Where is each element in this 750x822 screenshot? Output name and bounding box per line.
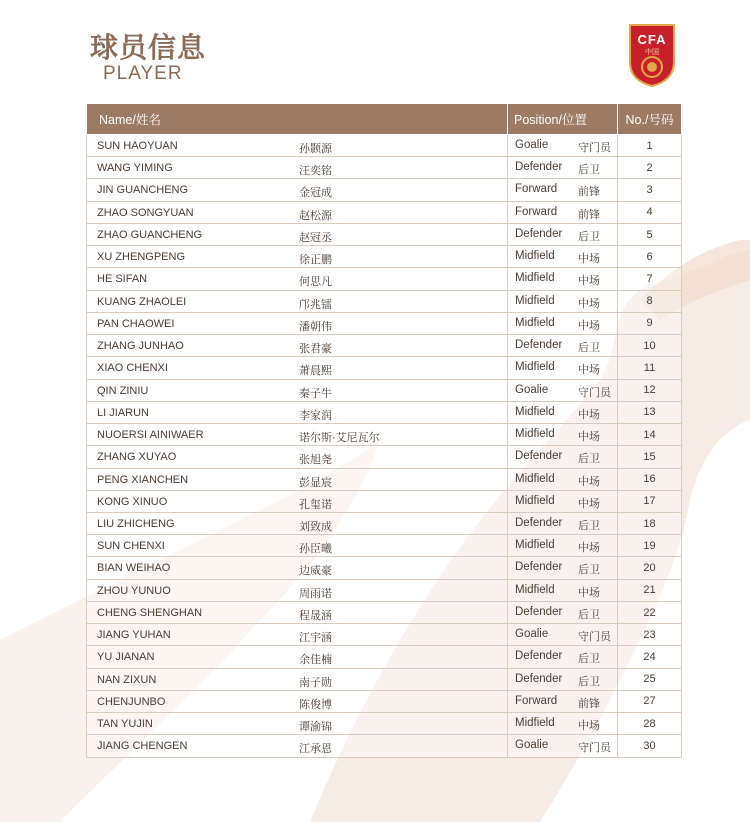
- player-name-en: ZHANG XUYAO: [97, 451, 177, 464]
- player-name-en: SUN CHENXI: [97, 540, 165, 553]
- page-title: 球员信息: [90, 32, 207, 63]
- player-number-cell: 18: [618, 512, 682, 534]
- player-name-en: HE SIFAN: [97, 273, 148, 286]
- table-row: [87, 201, 682, 223]
- player-name-en: LI JIARUN: [97, 406, 149, 419]
- player-position-cell: [508, 201, 618, 223]
- player-name-cn: 秦子牛: [299, 387, 332, 400]
- table-row: [87, 335, 682, 357]
- table-row: [87, 157, 682, 179]
- player-name-cell: [87, 357, 508, 379]
- player-name-cell: [87, 446, 508, 468]
- player-name-cell: [87, 401, 508, 423]
- column-header-position: Position/位置: [508, 104, 618, 135]
- table-row: [87, 401, 682, 423]
- player-position-cell: [508, 312, 618, 334]
- player-position-cn: 中场: [578, 475, 600, 488]
- player-name-en: NAN ZIXUN: [97, 673, 157, 686]
- player-number-cell: 5: [618, 223, 682, 245]
- table-row: [87, 735, 682, 757]
- player-position-cn: 后卫: [578, 164, 600, 177]
- table-row: [87, 357, 682, 379]
- player-position-cell: [508, 223, 618, 245]
- player-name-en: PAN CHAOWEI: [97, 317, 175, 330]
- player-name-en: ZHANG JUNHAO: [97, 340, 184, 353]
- player-name-cell: [87, 690, 508, 712]
- player-position-cell: [508, 446, 618, 468]
- player-position-en: Goalie: [515, 628, 549, 641]
- table-row: [87, 179, 682, 201]
- player-position-cell: [508, 735, 618, 757]
- player-position-en: Forward: [515, 183, 558, 196]
- player-position-en: Midfield: [515, 539, 555, 552]
- player-number-cell: 23: [618, 624, 682, 646]
- player-name-cell: [87, 201, 508, 223]
- player-name-cn: 李家润: [299, 409, 332, 422]
- player-name-cn: 余佳楠: [299, 654, 332, 667]
- player-position-cn: 守门员: [578, 386, 611, 399]
- table-row: [87, 512, 682, 534]
- player-position-cn: 后卫: [578, 608, 600, 621]
- player-number-cell: 6: [618, 246, 682, 268]
- player-position-cell: [508, 668, 618, 690]
- player-position-en: Midfield: [515, 494, 555, 507]
- player-name-cell: [87, 290, 508, 312]
- player-name-cn: 边威豪: [299, 565, 332, 578]
- player-name-cn: 徐正鹏: [299, 254, 332, 267]
- player-name-cell: [87, 557, 508, 579]
- player-name-cell: [87, 490, 508, 512]
- player-name-en: JIANG CHENGEN: [97, 740, 188, 753]
- table-row: [87, 268, 682, 290]
- player-position-cell: [508, 535, 618, 557]
- player-position-en: Forward: [515, 694, 558, 707]
- player-position-en: Midfield: [515, 316, 555, 329]
- player-position-cn: 中场: [578, 586, 600, 599]
- player-name-cn: 南子勋: [299, 676, 332, 689]
- player-name-cn: 孙臣曦: [299, 543, 332, 556]
- player-position-cn: 后卫: [578, 519, 600, 532]
- column-header-name: Name/姓名: [87, 104, 508, 135]
- player-number-cell: 24: [618, 646, 682, 668]
- player-number-cell: 8: [618, 290, 682, 312]
- player-position-cn: 后卫: [578, 675, 600, 688]
- player-position-cell: [508, 290, 618, 312]
- page-subtitle: PLAYER: [103, 63, 183, 84]
- player-position-en: Defender: [515, 650, 563, 663]
- player-name-cell: [87, 579, 508, 601]
- player-number-cell: 20: [618, 557, 682, 579]
- player-position-cn: 后卫: [578, 230, 600, 243]
- player-position-en: Midfield: [515, 405, 555, 418]
- player-position-en: Defender: [515, 339, 563, 352]
- player-name-cn: 赵松源: [299, 209, 332, 222]
- player-position-en: Midfield: [515, 250, 555, 263]
- player-name-en: PENG XIANCHEN: [97, 473, 189, 486]
- player-number-cell: 10: [618, 335, 682, 357]
- player-name-cn: 周雨诺: [299, 587, 332, 600]
- player-name-cell: [87, 624, 508, 646]
- player-name-cell: [87, 668, 508, 690]
- table-row: [87, 535, 682, 557]
- player-position-cn: 中场: [578, 319, 600, 332]
- player-position-cell: [508, 713, 618, 735]
- player-position-en: Goalie: [515, 139, 549, 151]
- player-name-cell: [87, 713, 508, 735]
- player-name-cell: [87, 335, 508, 357]
- player-name-cell: [87, 157, 508, 179]
- player-position-en: Midfield: [515, 428, 555, 441]
- table-row: [87, 312, 682, 334]
- player-name-cell: [87, 468, 508, 490]
- player-name-cn: 张君豪: [299, 343, 332, 356]
- player-position-cn: 中场: [578, 720, 600, 733]
- player-position-en: Midfield: [515, 472, 555, 485]
- player-number-cell: 14: [618, 424, 682, 446]
- player-position-cell: [508, 401, 618, 423]
- player-position-cell: [508, 157, 618, 179]
- player-position-en: Defender: [515, 516, 563, 529]
- player-number-cell: 4: [618, 201, 682, 223]
- player-position-cell: [508, 357, 618, 379]
- player-roster-table: [86, 103, 682, 758]
- table-row: [87, 446, 682, 468]
- player-name-cn: 何思凡: [299, 276, 332, 289]
- player-name-cn: 赵冠丞: [299, 231, 332, 244]
- player-position-cell: [508, 512, 618, 534]
- player-number-cell: 9: [618, 312, 682, 334]
- player-number-cell: 3: [618, 179, 682, 201]
- player-position-en: Defender: [515, 672, 563, 685]
- player-name-en: KONG XINUO: [97, 495, 168, 508]
- player-name-en: BIAN WEIHAO: [97, 562, 171, 575]
- table-row: [87, 468, 682, 490]
- player-name-cell: [87, 535, 508, 557]
- player-name-en: NUOERSI AINIWAER: [97, 429, 204, 442]
- player-position-cell: [508, 246, 618, 268]
- player-number-cell: 15: [618, 446, 682, 468]
- table-row: [87, 424, 682, 446]
- player-number-cell: 27: [618, 690, 682, 712]
- player-position-cn: 后卫: [578, 653, 600, 666]
- table-row: [87, 379, 682, 401]
- player-name-cell: [87, 512, 508, 534]
- player-number-cell: 12: [618, 379, 682, 401]
- player-position-cell: [508, 601, 618, 623]
- player-position-cn: 后卫: [578, 342, 600, 355]
- player-name-cell: [87, 135, 508, 157]
- table-row: [87, 690, 682, 712]
- player-position-cn: 后卫: [578, 453, 600, 466]
- table-row: [87, 579, 682, 601]
- player-name-cn: 江宇涵: [299, 632, 332, 645]
- player-name-cn: 彭显宸: [299, 476, 332, 489]
- player-position-cell: [508, 268, 618, 290]
- player-name-cn: 江承恩: [299, 743, 332, 756]
- player-position-cn: 中场: [578, 431, 600, 444]
- player-name-cell: [87, 601, 508, 623]
- player-position-cn: 守门员: [578, 742, 611, 755]
- table-row: [87, 223, 682, 245]
- player-position-en: Goalie: [515, 383, 549, 396]
- player-position-cn: 中场: [578, 297, 600, 310]
- table-row: [87, 646, 682, 668]
- player-name-cn: 金冠成: [299, 187, 332, 200]
- player-name-cell: [87, 246, 508, 268]
- player-name-en: KUANG ZHAOLEI: [97, 295, 187, 308]
- player-position-cell: [508, 579, 618, 601]
- table-row: [87, 135, 682, 157]
- player-name-cn: 谭渝锦: [299, 721, 332, 734]
- player-position-en: Defender: [515, 161, 563, 174]
- cfa-logo: [628, 22, 676, 88]
- player-position-cn: 前锋: [578, 697, 600, 710]
- table-row: [87, 246, 682, 268]
- player-name-en: TAN YUJIN: [97, 718, 153, 731]
- player-name-cn: 孙颢源: [299, 143, 332, 155]
- player-name-cn: 邝兆镭: [299, 298, 332, 311]
- table-row: [87, 490, 682, 512]
- player-name-en: ZHAO GUANCHENG: [97, 228, 203, 241]
- player-position-cell: [508, 557, 618, 579]
- player-position-cn: 中场: [578, 275, 600, 288]
- player-name-en: LIU ZHICHENG: [97, 517, 175, 530]
- table-row: [87, 557, 682, 579]
- table-row: [87, 713, 682, 735]
- player-number-cell: 19: [618, 535, 682, 557]
- player-name-cell: [87, 424, 508, 446]
- table-header-row: [87, 104, 682, 135]
- player-position-cn: 前锋: [578, 186, 600, 199]
- player-position-en: Midfield: [515, 583, 555, 596]
- player-position-en: Midfield: [515, 361, 555, 374]
- player-position-cn: 守门员: [578, 142, 611, 154]
- player-position-cell: [508, 490, 618, 512]
- player-position-en: Goalie: [515, 739, 549, 752]
- player-name-cell: [87, 312, 508, 334]
- player-position-en: Defender: [515, 561, 563, 574]
- player-number-cell: 11: [618, 357, 682, 379]
- player-number-cell: 30: [618, 735, 682, 757]
- player-name-cell: [87, 223, 508, 245]
- player-name-en: CHENG SHENGHAN: [97, 606, 203, 619]
- player-name-cn: 萧晨熙: [299, 365, 332, 378]
- player-position-cn: 前锋: [578, 208, 600, 221]
- player-number-cell: 16: [618, 468, 682, 490]
- player-name-cell: [87, 735, 508, 757]
- table-row: [87, 290, 682, 312]
- player-name-en: CHENJUNBO: [97, 695, 166, 708]
- player-name-cn: 汪奕铭: [299, 165, 332, 178]
- player-position-cn: 中场: [578, 542, 600, 555]
- player-position-cell: [508, 624, 618, 646]
- player-name-cn: 诺尔斯·艾尼瓦尔: [299, 432, 380, 445]
- player-name-cell: [87, 379, 508, 401]
- player-position-en: Midfield: [515, 272, 555, 285]
- column-header-number: No./号码: [618, 104, 682, 135]
- player-position-cell: [508, 179, 618, 201]
- player-name-cn: 孔玺诺: [299, 498, 332, 511]
- player-position-en: Defender: [515, 450, 563, 463]
- player-position-cell: [508, 468, 618, 490]
- player-position-cn: 中场: [578, 364, 600, 377]
- player-name-cell: [87, 268, 508, 290]
- table-row: [87, 624, 682, 646]
- player-number-cell: 2: [618, 157, 682, 179]
- player-position-cell: [508, 379, 618, 401]
- player-number-cell: 25: [618, 668, 682, 690]
- player-number-cell: 13: [618, 401, 682, 423]
- player-number-cell: 28: [618, 713, 682, 735]
- player-position-cn: 后卫: [578, 564, 600, 577]
- player-position-cell: [508, 335, 618, 357]
- player-position-cn: 中场: [578, 408, 600, 421]
- player-name-en: YU JIANAN: [97, 651, 155, 664]
- logo-subtext: 中国: [645, 49, 659, 56]
- player-name-en: JIANG YUHAN: [97, 629, 171, 642]
- player-number-cell: 1: [618, 135, 682, 157]
- player-position-en: Defender: [515, 227, 563, 240]
- player-name-cn: 陈俊博: [299, 698, 332, 711]
- player-name-en: QIN ZINIU: [97, 384, 149, 397]
- player-position-cn: 守门员: [578, 631, 611, 644]
- player-name-en: WANG YIMING: [97, 162, 173, 175]
- player-name-cell: [87, 179, 508, 201]
- player-position-en: Defender: [515, 605, 563, 618]
- player-number-cell: 17: [618, 490, 682, 512]
- player-name-en: ZHAO SONGYUAN: [97, 206, 194, 219]
- player-name-cell: [87, 646, 508, 668]
- player-name-en: XIAO CHENXI: [97, 362, 168, 375]
- player-position-cell: [508, 424, 618, 446]
- player-number-cell: 7: [618, 268, 682, 290]
- player-name-cn: 张旭尧: [299, 454, 332, 467]
- player-number-cell: 22: [618, 601, 682, 623]
- player-name-cn: 潘朝伟: [299, 320, 332, 333]
- player-position-en: Midfield: [515, 717, 555, 730]
- player-position-cell: [508, 690, 618, 712]
- player-number-cell: 21: [618, 579, 682, 601]
- player-position-cell: [508, 135, 618, 157]
- table-row: [87, 668, 682, 690]
- player-name-en: JIN GUANCHENG: [97, 184, 189, 197]
- table-row: [87, 601, 682, 623]
- player-name-en: XU ZHENGPENG: [97, 251, 186, 264]
- player-name-en: SUN HAOYUAN: [97, 140, 178, 152]
- player-name-en: ZHOU YUNUO: [97, 584, 171, 597]
- player-position-en: Midfield: [515, 294, 555, 307]
- player-name-cn: 程晟涵: [299, 609, 332, 622]
- player-position-en: Forward: [515, 205, 558, 218]
- player-name-cn: 刘致成: [299, 520, 332, 533]
- player-position-cn: 中场: [578, 253, 600, 266]
- player-position-cn: 中场: [578, 497, 600, 510]
- logo-text: CFA: [637, 32, 667, 47]
- player-position-cell: [508, 646, 618, 668]
